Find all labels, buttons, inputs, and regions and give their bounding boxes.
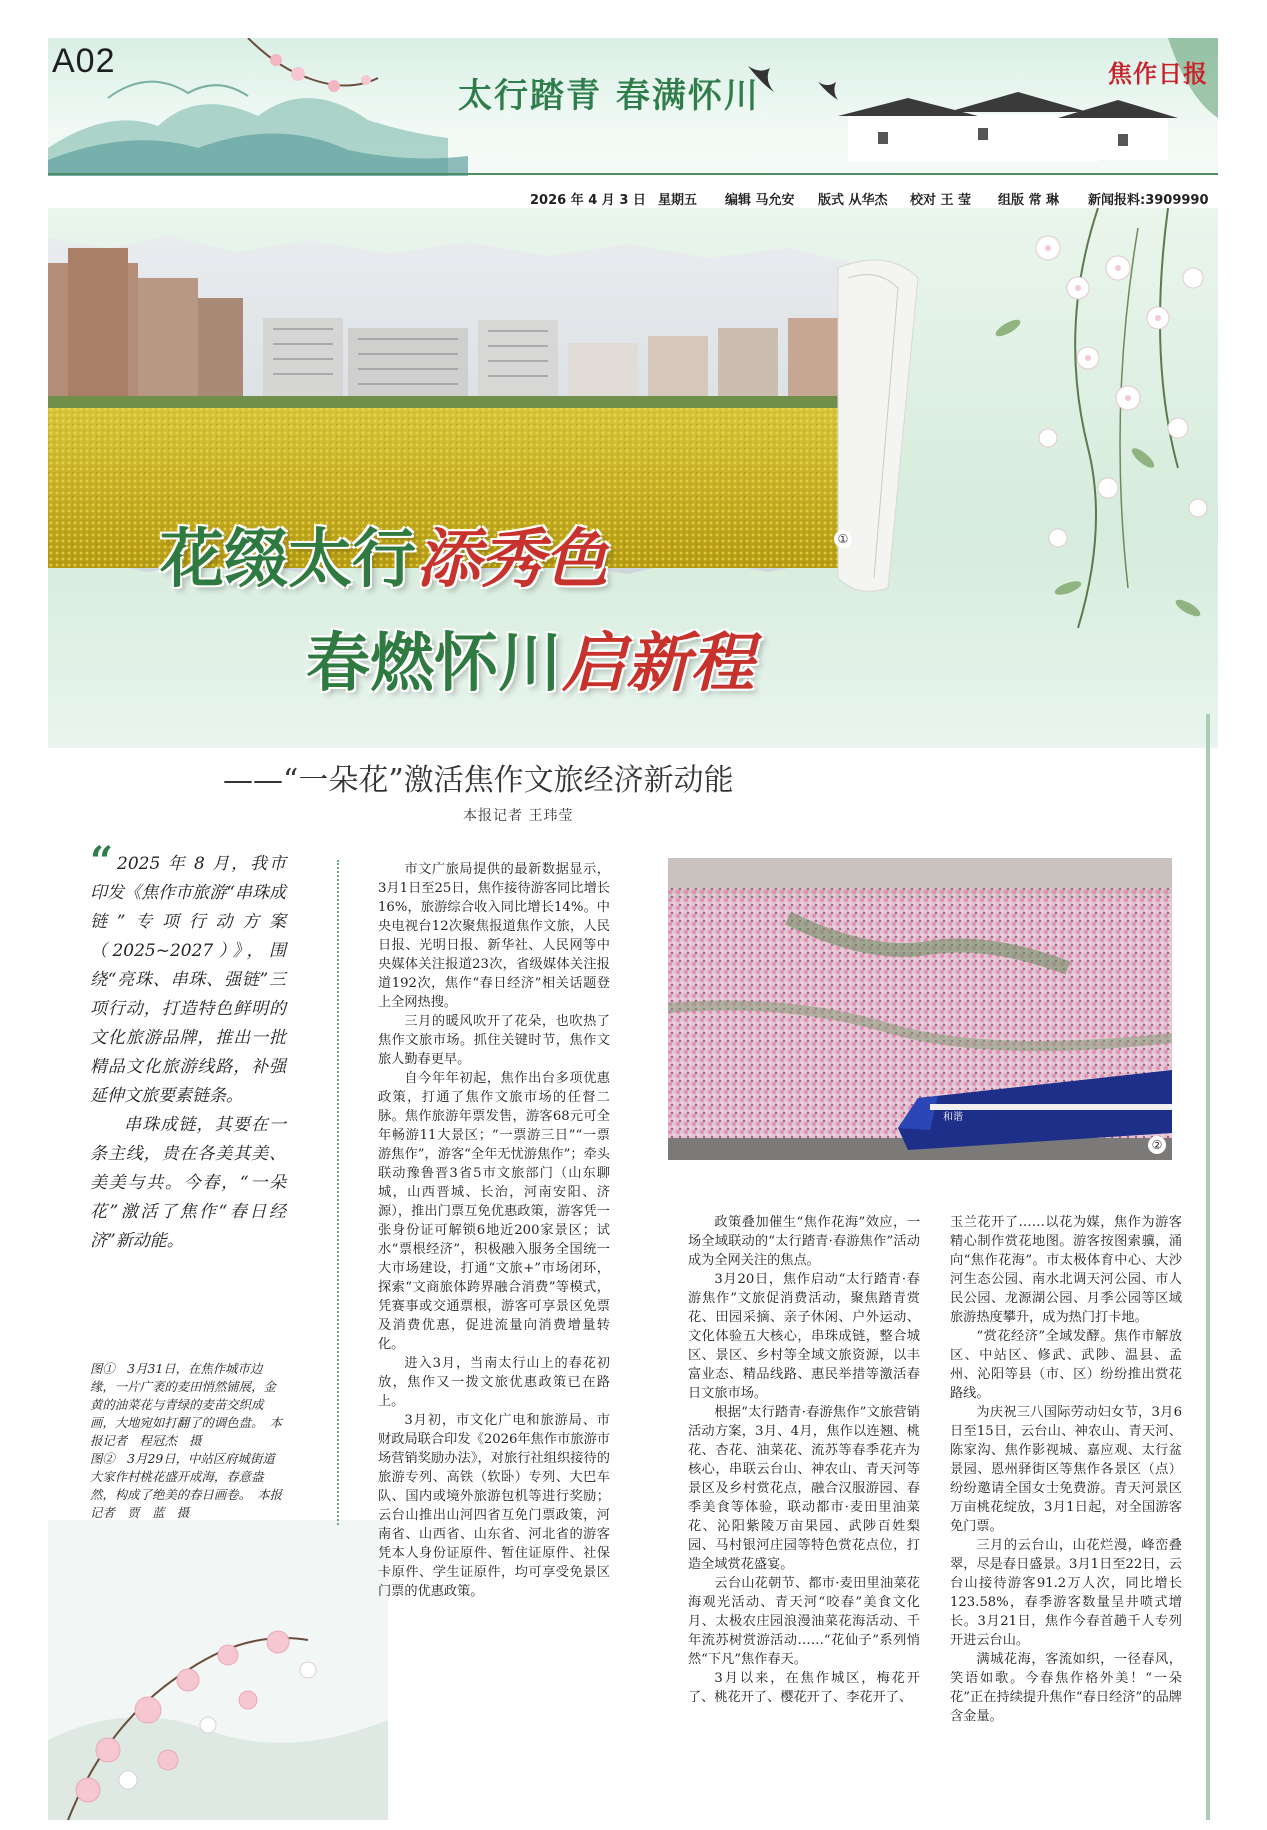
- quote-mark-icon: “: [90, 838, 114, 885]
- body-column-4: [950, 1213, 1182, 1726]
- col2-paragraph: 进入3月，当南太行山上的春花初放，焦作又一拨文旅优惠政策已在路上。: [378, 1356, 610, 1409]
- col3-paragraph: 根据“太行踏青·春游焦作”文旅营销活动方案，3月、4月，焦作以连翘、桃花、杏花、油菜花、流苏等春季花卉为核心，串联云台山、神农山、青天河等景区及乡村赏花点，融合汉服游园、春季美食等体验，联动都市·麦田里油菜花、沁阳紫陵万亩果园、武陟百姓梨园、马村银河庄园等特色赏花点位，打造全域赏花盛宴。: [688, 1405, 920, 1572]
- headline-line1: [160, 508, 608, 600]
- headline-line1-red: 添秀色: [416, 522, 608, 597]
- page-number: A02: [52, 42, 116, 80]
- photo-peach-blossom-train: [668, 858, 1172, 1160]
- col3-paragraph: 3月以来，在焦作城区，梅花开了、桃花开了、樱花开了、李花开了、: [688, 1671, 920, 1705]
- col3-paragraph: 政策叠加催生“焦作花海”效应，一场全域联动的“太行踏青·春游焦作”活动成为全网关注的焦点。: [688, 1215, 920, 1268]
- caption-photo-2: 图② 3月29日，中站区府城街道大家作村桃花盛开成海，春意盎然，构成了绝美的春日画卷。 本报记者 贾 蓝 摄: [90, 1451, 283, 1520]
- article-subtitle: ——“一朵花”激活焦作文旅经济新动能: [223, 763, 734, 798]
- body-column-2: [378, 860, 610, 1601]
- header-banner: [48, 38, 1218, 176]
- headline-line1-green: 花缀太行: [160, 523, 416, 597]
- col3-paragraph: 云台山花朝节、都市·麦田里油菜花海观光活动、青天河“咬春”美食文化月、太极农庄园浪漫油菜花海活动、千年流苏树赏游活动……“花仙子”系列悄然“下凡”焦作春天。: [688, 1576, 920, 1667]
- lead-column: [90, 838, 286, 1256]
- col4-paragraph: 三月的云台山，山花烂漫，峰峦叠翠，尽是春日盛景。3月1日至22日，云台山接待游客91.2万人次，同比增长123.58%，春季游客数量呈井喷式增长。3月21日，焦作今春首趟千人专列开进云台山。: [950, 1538, 1182, 1648]
- editor-credit: 编辑 马允安: [725, 193, 795, 208]
- lead-paragraph-2: 串珠成链，其要在一条主线，贵在各美其美、美美与共。今春，“一朵花”激活了焦作“春日经济”新动能。: [90, 1115, 286, 1251]
- layout-credit: 版式 从华杰: [818, 193, 888, 208]
- caption-photo-1: 图① 3月31日，在焦作城市边缘，一片广袤的麦田悄然铺展，金黄的油菜花与青绿的麦苗交织成画，大地宛如打翻了的调色盘。 本报记者 程冠杰 摄: [90, 1361, 283, 1448]
- col4-paragraph: 玉兰花开了……以花为媒，焦作为游客精心制作赏花地图。游客按图索骥，涌向“焦作花海”。市太极体育中心、大沙河生态公园、南水北调天河公园、市人民公园、龙源湖公园、月季公园等区域旅游热度攀升，成为热门打卡地。: [950, 1215, 1182, 1325]
- proof-credit: 校对 王 莹: [910, 193, 972, 208]
- typeset-credit: 组版 常 琳: [998, 193, 1060, 208]
- newspaper-page: [48, 38, 1218, 1820]
- issue-weekday: 星期五: [658, 193, 698, 208]
- footer-blossom-art: [48, 1520, 388, 1820]
- col2-paragraph: 自今年年初起，焦作出台多项优惠政策，打通了焦作文旅市场的任督二脉。焦作旅游年票发售，游客68元可全年畅游11大景区；“一票游三日”“一票游焦作”，游客“全年无忧游焦作”；牵头联动豫鲁晋3省5市文旅部门（山东聊城，山西晋城、长治，河南安阳、济源），推出门票互免优惠政策，游客凭一张身份证可解锁6地近200家景区；试水“票根经济”，积极融入服务全国统一大市场建设，打通“文旅+”市场闭环，探索“文商旅体跨界融合消费”等模式，凭赛事或交通票根，游客可享景区免票及消费优惠，促进流量向消费增量转化。: [378, 1071, 610, 1352]
- col2-paragraph: 三月的暖风吹开了花朵，也吹热了焦作文旅市场。抓住关键时节，焦作文旅人勤春更早。: [378, 1014, 610, 1067]
- paper-name: 焦作日报: [1108, 60, 1208, 88]
- photo2-number-tag: ②: [1148, 1136, 1166, 1154]
- col3-paragraph: 3月20日，焦作启动“太行踏青·春游焦作”文旅促消费活动，聚焦踏青赏花、田园采摘、亲子休闲、户外运动、文化体验五大核心，串珠成链，整合城区、景区、乡村等全域文旅资源，以丰富业态、精品线路、惠民举措等激活春日文旅市场。: [688, 1272, 920, 1401]
- photo1-number-tag: ①: [834, 530, 852, 548]
- col2-paragraph: 市文广旅局提供的最新数据显示，3月1日至25日，焦作接待游客同比增长16%，旅游综合收入同比增长14%。中央电视台12次聚焦报道焦作文旅，人民日报、光明日报、新华社、人民网等中央媒体关注报道23次，省级媒体关注报道192次，焦作“春日经济”相关话题登上全网热搜。: [378, 862, 610, 1010]
- headline-line2-green: 春燃怀川: [306, 627, 562, 701]
- headline-line2: [306, 612, 754, 704]
- photo2-art: [668, 858, 1172, 1160]
- article-byline: 本报记者 王玮莹: [463, 808, 574, 824]
- col2-paragraph: 3月初，市文化广电和旅游局、市财政局联合印发《2026年焦作市旅游市场营销奖励办法》，对旅行社组织接待的旅游专列、高铁（软卧）专列、大巴车队、国内或境外旅游包机等进行奖励；云台山推出山河四省互免门票政策，河南省、山西省、山东省、河北省的游客凭本人身份证原件、暂住证原件、社保卡原件、学生证原件，均可享受免景区门票的优惠政策。: [378, 1413, 610, 1599]
- photo-captions: [90, 1360, 286, 1522]
- train-label: 和谐: [943, 1112, 963, 1123]
- issue-date: 2026 年 4 月 3 日: [530, 193, 646, 208]
- banner-slogan: 太行踏青 春满怀川: [458, 76, 760, 116]
- col4-paragraph: 满城花海，客流如织，一径春风，笑语如歌。今春焦作格外美！“一朵花”正在持续提升焦作“春日经济”的品牌含金量。: [950, 1652, 1182, 1724]
- hotline: 新闻报料:3909990: [1088, 193, 1209, 208]
- col4-paragraph: 为庆祝三八国际劳动妇女节，3月6日至15日，云台山、神农山、青天河、陈家沟、焦作影视城、嘉应观、太行盆景园、恩州驿街区等焦作各景区（点）纷纷邀请全国女士免费游。青天河景区万亩桃花绽放，3月1日起，对全国游客免门票。: [950, 1405, 1182, 1534]
- column-divider-dotted: [337, 860, 339, 1525]
- col4-paragraph: “赏花经济”全域发酵。焦作市解放区、中站区、修武、武陟、温县、孟州、沁阳等县（市、区）纷纷推出赏花路线。: [950, 1329, 1182, 1401]
- body-column-3: [688, 1213, 920, 1707]
- headline-line2-red: 启新程: [562, 626, 754, 701]
- lead-paragraph-1: 2025 年 8 月，我市印发《焦作市旅游“串珠成链”专项行动方案（2025~2027）》，围绕“亮珠、串珠、强链”三项行动，打造特色鲜明的文化旅游品牌，推出一批精品文化旅游线路，补强延伸文旅要素链条。: [90, 854, 286, 1106]
